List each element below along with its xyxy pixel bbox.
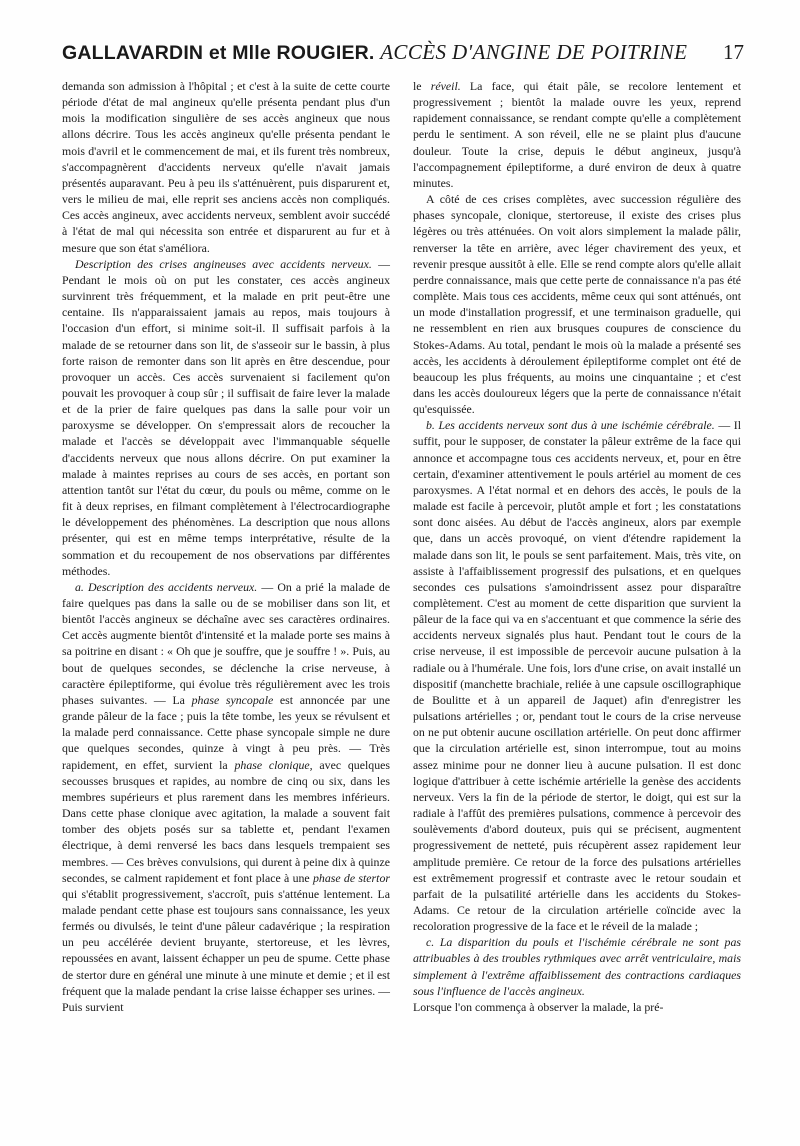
left-column [62, 78, 390, 1015]
paragraph-b-body: — Il suffit, pour le supposer, de constater la pâleur extrême de la face qui annonce et accompagne tous ces accidents nerveux, et, pour en être certain, d'examiner attentivement le pouls artériel au moment de ces paroxysmes. A l'état normal et en dehors des accès, le pouls de la malade est facile à percevoir, plutôt ample et fort ; les constatations sont donc aisées. Au début de l'accès angineux, alors par exemple que, dans un accès provoqué, on vient d'étendre rapidement la malade dans son lit, le pouls se sent parfaitement. Mais, très vite, on assiste à l'affaiblissement progressif des pulsations, et en quelques secondes ces pulsations s'amoindrissent assez pour disparaître complètement. C'est au moment de cette disparition que survient la pâleur de la face qui va en s'accentuant et que commence la série des accidents nerveux signalés plus haut. Pendant tout le cours de la crise nerveuse, il est impossible de percevoir aucune pulsation à la radiale ou à l'humérale. Une fois, lors d'une crise, on avait installé un dispositif (manchette brachiale, reliée à une capsule oscillographique de Boulitte et à un appareil de Jaquet) afin d'enregistrer les pulsations artérielles ; or, pendant tout le cours de la crise nerveuse on ne put obtenir aucune oscillation artérielle. On peut donc affirmer que la circulation artérielle est, sinon interrompue, tout au moins assez minime pour ne donner lieu à aucune pulsation. Il est donc logique d'attribuer à cette ischémie artérielle la genèse des accidents nerveux. Vers la fin de la période de stertor, le doigt, qui est sur la radiale à l'affût des premières pulsations, commence à percevoir des soulèvements d'abord douteux, puis qui se précisent, augmentent progressivement de netteté, puis récupèrent assez rapidement leur amplitude première. Ce retour de la force des pulsations artérielles est extrêmement progressif et contraste avec le retour soudain et parfait de la pulsatilité artérielle dans les accidents du Stokes-Adams. Ce retour de la circulation artérielle coïncide avec la recoloration progressive de la face et le réveil de la malade ; [413, 418, 741, 934]
running-head [62, 40, 744, 65]
paragraph-c-body: Lorsque l'on commença à observer la malade, la pré- [413, 999, 664, 1014]
paragraph-disparition-pouls [413, 934, 741, 999]
running-head-title [62, 40, 687, 65]
term-phase-syncopale: phase syncopale [191, 692, 274, 707]
paragraph-crises-legeres: A côté de ces crises complètes, avec succession régulière des phases syncopale, clonique, stertoreuse, il existe des crises plus légères ou très atténuées. On voit alors simplement la malade pâlir, renverser la tête en arrière, avec léger chavirement des yeux, et revenir presque aussitôt à elle. Elle se rend compte alors qu'elle allait perdre connaissance, mais que cette perte de connaissance n'a pas été complète. Mais tous ces accidents, même ceux qui sont atténués, ont un mode d'installation progressif, et une terminaison graduelle, qui ne ressemblent en rien aux brusques coupures de conscience du Stokes-Adams. Au total, pendant le mois où la malade a présenté ses accès, les accidents à déroulement épileptiforme complet ont été de beaucoup les plus fréquents, au moins une cinquantaine ; et c'est dans les accès douloureux légers que la perte de connaissance n'était qu'esquissée. [413, 192, 741, 417]
running-head-authors: GALLAVARDIN et Mlle ROUGIER. [62, 42, 375, 64]
paragraph-reveil [413, 78, 741, 191]
paragraph-ischemie [413, 417, 741, 934]
paragraph-description-crises [62, 256, 390, 579]
term-reveil: réveil. [430, 79, 461, 93]
section-heading-description-crises: Description des crises angineuses avec accidents nerveux. [75, 256, 372, 271]
section-heading-c: c. La disparition du pouls et l'ischémie cérébrale ne sont pas attribuables à des troubles rythmiques avec arrêt ventriculaire, mais simplement à l'extrême affaiblissement des contractions cardiaques sous l'influence de l'accès angineux. [413, 935, 741, 998]
paragraph-a-body-1: — On a prié la malade de faire quelques pas dans la salle ou de se mobiliser dans son lit, et bientôt l'accès angineux se déchaîne avec ses caractères ordinaires. Cet accès augmente bientôt d'intensité et la malade porte ses mains à sa poitrine en disant : « Oh que je souffre, que je souffre ! ». Puis, au bout de quelques secondes, se déclenche la crise nerveuse, à caractère épileptiforme, qui évolue très régulièrement avec les trois phases suivantes. — La [62, 579, 391, 707]
paragraph-reveil-body: La face, qui était pâle, se recolore lentement et progressivement ; bientôt la malade ouvre les yeux, reprend rapidement connaissance, se rendant compte qu'elle a complètement perdu le sentiment. A son réveil, elle ne se plaint plus d'aucune douleur. Toute la crise, depuis le début angineux, jusqu'à l'accompagnement épileptiforme, a duré environ de deux à quatre minutes. [413, 79, 741, 190]
right-column [413, 78, 741, 1015]
section-heading-a: a. Description des accidents nerveux. [75, 579, 258, 594]
paragraph-admission: demanda son admission à l'hôpital ; et c'est à la suite de cette courte période d'état de mal angineux qu'elle présenta pendant plus d'un mois la modification singulière de ses accès angineux que nous allons décrire. Tous les accès angineux qu'elle présenta pendant le mois d'avril et le commencement de mai, et ils furent très nombreux, s'accompagnèrent d'accidents nerveux qu'elle n'avait jamais présentés auparavant. Peu à peu ils s'atténuèrent, puis disparurent et, vers le milieu de mai, elle reprit ses anciens accès non compliqués. Ces accès angineux, avec accidents nerveux, semblent avoir succédé à l'état de mal qui nécessita son entrée et disparurent au fur et à mesure que son état s'améliora. [62, 79, 390, 255]
page-number: 17 [723, 40, 744, 64]
paragraph-a-body-3: avec quelques secousses brusques et rapides, au nombre de cinq ou six, dans les membres supérieurs et plus rarement dans les membres inférieurs. Dans cette phase clonique avec agitation, la malade a souvent fait tomber des objets posés sur sa tablette et, pendant l'examen électrique, à demi renversé les bacs dans lesquels trempaient ses membres. — Ces brèves convulsions, qui durent à peine dix à quinze secondes, se calment rapidement et font place à une [62, 757, 390, 885]
paragraph-reveil-lead: le [413, 79, 431, 93]
paragraph-description-crises-body: — Pendant le mois où on put les constater, ces accès angineux survinrent très fréquemment, et la malade en prit peut-être une centaine. Ils n'apparaissaient jamais au repos, mais toujours à l'occasion d'un effort, si minime soit-il. Il suffisait parfois à la malade de se retourner dans son lit, de s'asseoir sur le bassin, à plus forte raison de remonter dans son lit après en être descendue, pour provoquer un accès. Ces accès survenaient si facilement qu'on pouvait les provoquer à coup sûr ; il suffisait de faire lever la malade et de la prier de faire quelques pas dans la salle pour voir un paroxysme se développer. On s'empressait alors de recoucher la malade et l'accès se développait avec l'immanquable séquelle d'accidents nerveux que nous allons décrire. On put examiner la malade à maintes reprises au cours de ses accès, en portant son attention tantôt sur l'état du cœur, du pouls ou même, comme on le fit à deux reprises, en filmant complètement à l'électrocardiographe le développement des phénomènes. La description que nous allons présenter, qui est en même temps interprétative, résulte de la sommation et du recoupement de nos observations par différentes méthodes. [62, 256, 390, 578]
section-heading-b: b. Les accidents nerveux sont dus à une ischémie cérébrale. [426, 418, 715, 433]
paragraph-description-accidents [62, 579, 390, 1015]
term-phase-clonique: phase clonique, [234, 757, 313, 772]
paragraph-a-body-2: est annoncée par une grande pâleur de la face ; puis la tête tombe, les yeux se révulsent et la malade perd connaissance. Cette phase syncopale simple ne dure que quelques secondes, quinze à vingt à peu près. — Très rapidement, en effet, survient la [62, 692, 390, 772]
term-phase-stertor: phase de stertor [313, 870, 390, 885]
paragraph-a-body-4: qui s'établit progressivement, s'accroît, puis s'atténue lentement. La malade pendant cette phase est toujours sans connaissance, les yeux fermés ou divulsés, le teint d'une pâleur cadavérique ; la respiration un peu accélérée devient bruyante, stertoreuse, et les lèvres, repoussées en avant, laissent échapper un peu de spume. Cette phase de stertor dure en général une minute à une minute et demie ; et il est fréquent que la malade pendant la crise laisse échapper ses urines. — Puis survient [62, 886, 390, 1014]
running-head-subject: ACCÈS D'ANGINE DE POITRINE [380, 40, 688, 64]
